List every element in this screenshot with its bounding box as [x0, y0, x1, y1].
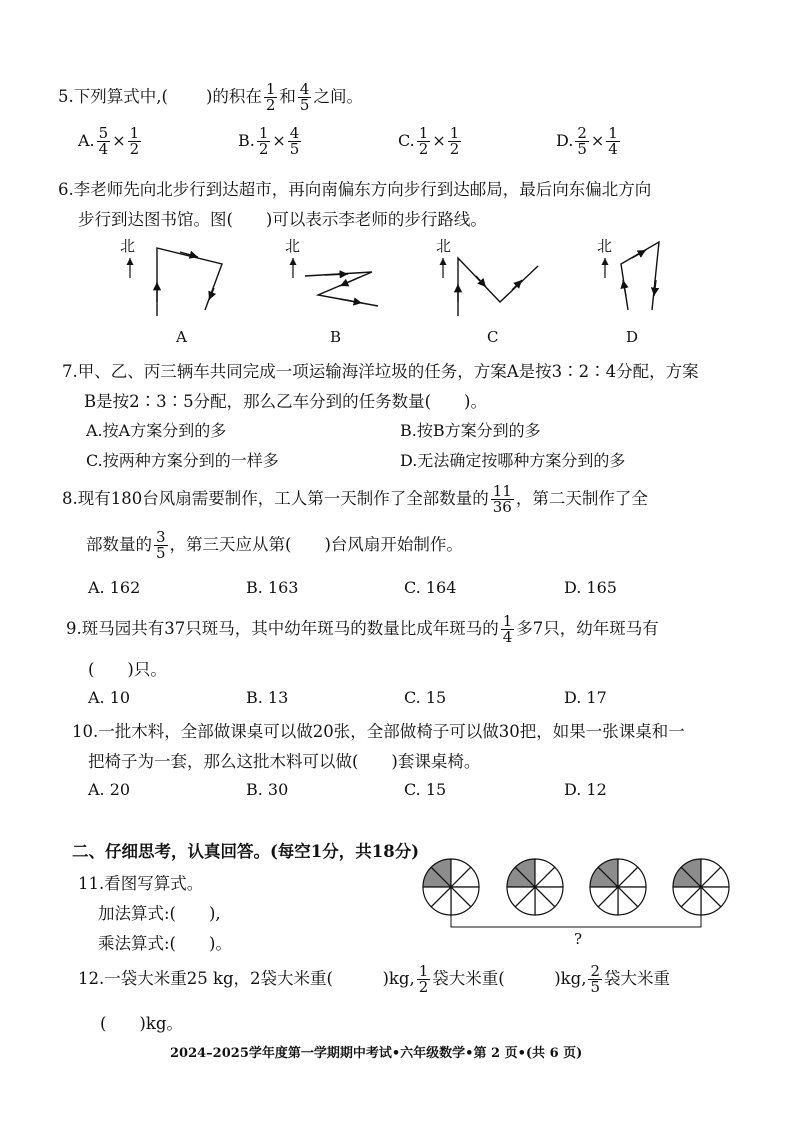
route-label-d: D: [626, 328, 639, 346]
q7-option-c[interactable]: C.按两种方案分到的一样多: [86, 451, 279, 470]
q5-text-c: 和: [279, 87, 296, 106]
fraction: $\frac{2}{5}$: [590, 962, 601, 996]
q8-option-a[interactable]: A. 162: [88, 578, 141, 597]
q10-line1: 10.一批木料，全部做课桌可以做20张，全部做椅子可以做30把，如果一张课桌和一: [72, 722, 685, 741]
north-label-a: 北: [120, 237, 136, 255]
fraction: $\frac{11}{36}$: [492, 482, 512, 516]
q10-option-a[interactable]: A. 20: [88, 780, 131, 799]
north-label-c: 北: [436, 237, 452, 255]
q9-line2: ( )只。: [88, 660, 167, 679]
fraction-circles: [418, 852, 748, 952]
page-footer: 2024–2025学年度第一学期期中考试•六年级数学•第 2 页•(共 6 页): [170, 1046, 583, 1061]
q7-option-b[interactable]: B.按B方案分到的多: [400, 421, 541, 440]
fraction-circle: [423, 859, 479, 915]
q5-option-c[interactable]: C. $\frac{1}{2}$ × $\frac{1}{2}$: [398, 124, 460, 158]
q10-option-d[interactable]: D. 12: [564, 780, 607, 799]
q11-line3: 乘法算式:( )。: [98, 934, 232, 953]
q5-stem: [58, 82, 363, 113]
q8-option-c[interactable]: C. 164: [404, 578, 457, 597]
question-mark: ?: [574, 930, 583, 948]
q7-option-d[interactable]: D.无法确定按哪种方案分到的多: [400, 451, 626, 470]
q11-line1: 11.看图写算式。: [78, 874, 204, 893]
q7-line1: 7.甲、乙、丙三辆车共同完成一项运输海洋垃圾的任务，方案A是按3∶2∶4分配，方案: [62, 362, 699, 381]
q5-option-d[interactable]: D. $\frac{2}{5}$ × $\frac{1}{4}$: [556, 124, 618, 158]
q9-option-a[interactable]: A. 10: [88, 688, 131, 707]
route-label-b: B: [330, 328, 342, 346]
fraction: $\frac{1}{4}$: [502, 612, 513, 646]
north-arrow-icon: [130, 258, 605, 278]
q9-line1: 9.斑马园共有37只斑马，其中幼年斑马的数量比成年斑马的 $\frac{1}{4}$ 多7只，幼年斑马有: [66, 612, 659, 646]
q5-option-b[interactable]: B. $\frac{1}{2}$ × $\frac{4}{5}$: [238, 124, 300, 158]
q9-option-d[interactable]: D. 17: [564, 688, 607, 707]
fraction-circle: [673, 859, 729, 915]
q5-text-a: 5.下列算式中,(: [58, 87, 168, 106]
q6-line1: 6.李老师先向北步行到达超市，再向南偏东方向步行到达邮局，最后向东偏北方向: [58, 180, 652, 199]
q8-option-d[interactable]: D. 165: [564, 578, 617, 597]
q8-line2: 部数量的 $\frac{3}{5}$ ，第三天应从第( )台风扇开始制作。: [86, 528, 463, 562]
q12-line1: 12.一袋大米重25 kg，2袋大米重( )kg, $\frac{1}{2}$ 袋大米重( )kg, $\frac{2}{5}$ 袋大米重: [78, 962, 671, 996]
q11-line2: 加法算式:( ),: [98, 904, 221, 923]
north-label-b: 北: [285, 237, 301, 255]
q10-option-b[interactable]: B. 30: [246, 780, 289, 799]
q5-text-d: 之间。: [313, 87, 363, 106]
fraction-circle: [590, 859, 646, 915]
fraction: $\frac{1}{2}$: [265, 80, 276, 114]
route-diagrams: [0, 240, 794, 350]
q6-line2: 步行到达图书馆。图( )可以表示李老师的步行路线。: [78, 210, 487, 229]
q7-line2: B是按2∶3∶5分配，那么乙车分到的任务数量( )。: [84, 392, 487, 411]
north-label-d: 北: [597, 237, 613, 255]
q10-option-c[interactable]: C. 15: [404, 780, 447, 799]
q9-option-b[interactable]: B. 13: [246, 688, 289, 707]
route-label-a: A: [176, 328, 187, 346]
q10-line2: 把椅子为一套，那么这批木料可以做( )套课桌椅。: [88, 752, 481, 771]
total-bracket: [451, 915, 701, 927]
route-b: [305, 272, 378, 306]
q12-line2: ( )kg。: [100, 1014, 183, 1033]
route-label-c: C: [487, 328, 499, 346]
route-a: [157, 248, 222, 316]
route-d: [621, 242, 659, 310]
q7-option-a[interactable]: A.按A方案分到的多: [86, 421, 227, 440]
q8-option-b[interactable]: B. 163: [246, 578, 299, 597]
q8-line1: 8.现有180台风扇需要制作，工人第一天制作了全部数量的 $\frac{11}{36}$ ，第二天制作了全: [62, 482, 648, 516]
q9-option-c[interactable]: C. 15: [404, 688, 447, 707]
fraction: $\frac{1}{2}$: [418, 962, 429, 996]
fraction: $\frac{3}{5}$: [156, 528, 166, 562]
q5-text-b: )的积在: [205, 87, 262, 106]
fraction: $\frac{4}{5}$: [299, 80, 310, 114]
q5-option-a[interactable]: A. $\frac{5}{4}$ × $\frac{1}{2}$: [78, 124, 140, 158]
section-2-title: 二、仔细思考，认真回答。(每空1分，共18分): [72, 842, 420, 861]
fraction-circle: [507, 859, 563, 915]
route-c: [458, 258, 538, 316]
